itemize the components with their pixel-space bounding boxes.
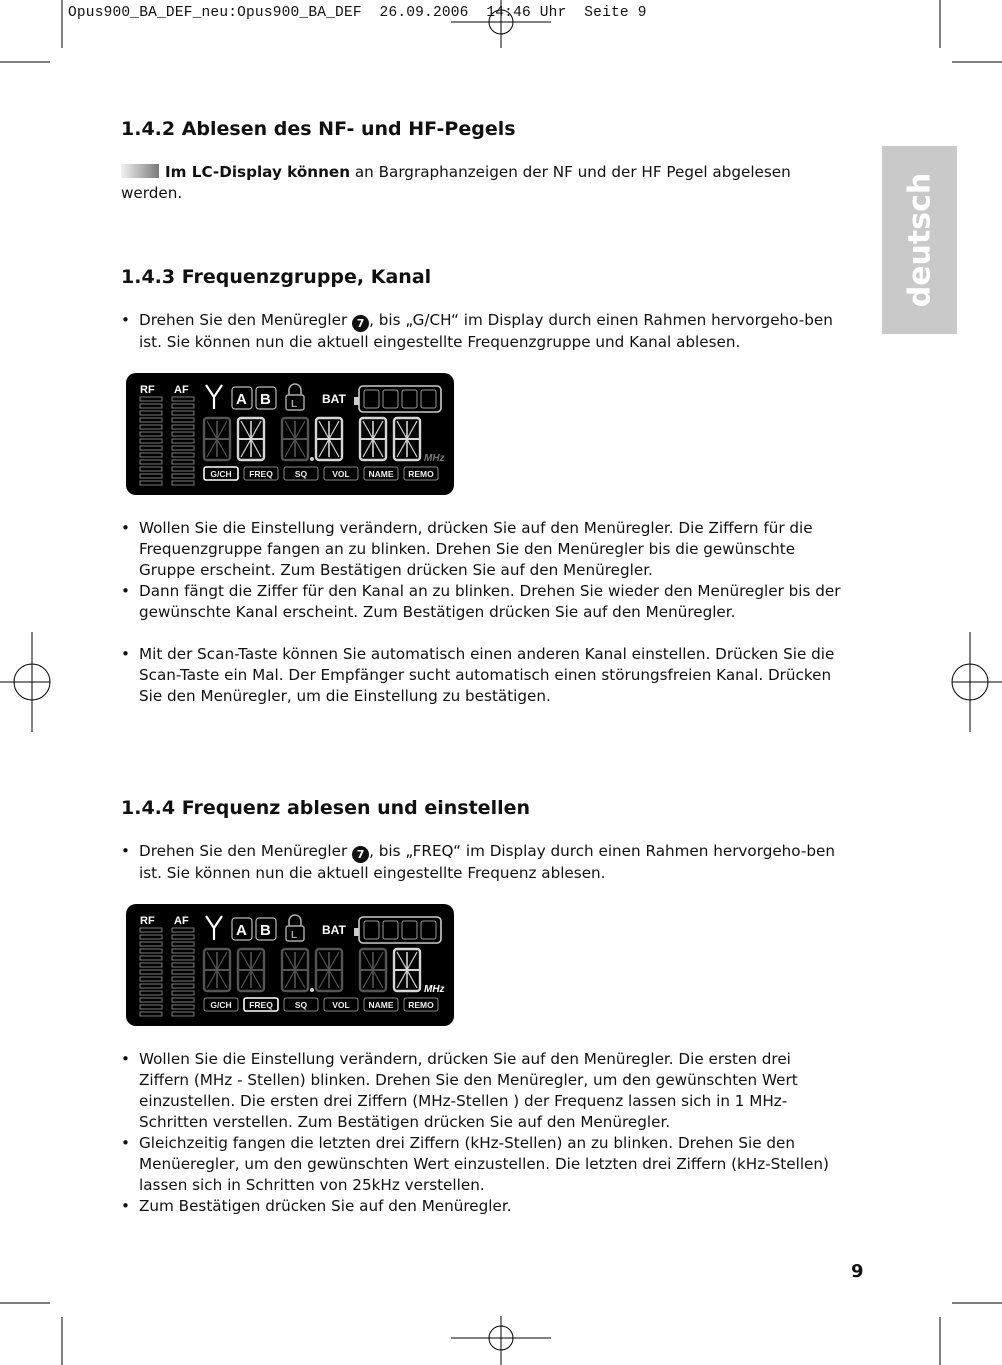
lcd-function-label: VOL xyxy=(332,1000,350,1010)
bullet-text: , bis „FREQ“ im Display durch einen Rahmen hervorgeho-ben ist. Sie können nun die aktuell eingestellte Frequenz ablesen. xyxy=(139,842,835,882)
print-slug-header: Opus900_BA_DEF_neu:Opus900_BA_DEF 26.09.2006 14:46 Uhr Seite 9 xyxy=(68,5,647,21)
lcd-function-label: G/CH xyxy=(210,1000,232,1010)
section-142-intro xyxy=(121,162,841,204)
language-side-tab xyxy=(882,146,957,334)
lcd-display-gch xyxy=(126,373,454,495)
section-143-title: 1.4.3 Frequenzgruppe, Kanal xyxy=(121,266,432,288)
bullet-text: Drehen Sie den Menüregler xyxy=(139,311,353,329)
section-142-intro-rest: an Bargraphanzeigen der NF und der HF Pegel abgelesen werden. xyxy=(121,163,791,202)
mhz-label: MHz xyxy=(424,453,445,464)
bullet-text: Gleichzeitig fangen die letzten drei Ziffern (kHz-Stellen) an zu blinken. Drehen Sie den Menüeregler, um den gewünschten Wert einzustellen. Die letzten drei Ziffern (kHz-Stellen) lassen sich in Schritten von 25kHz verstellen. xyxy=(139,1134,829,1194)
list-item: • Wollen Sie die Einstellung verändern, drücken Sie auf den Menüregler. Die ersten drei Ziffern (MHz - Stellen) blinken. Drehen Sie den Menüregler, um den gewünschten Wert einzustellen. Die ersten drei Ziffern (MHz-Stellen ) der Frequenz lassen sich in 1 MHz-Schritten verstellen. Zum Bestätigen drücken Sie auf den Menüregler. xyxy=(121,1049,845,1133)
lcd-function-label: VOL xyxy=(332,469,350,479)
lcd-function-label: NAME xyxy=(368,1000,394,1010)
lcd-function-label: G/CH xyxy=(210,469,232,479)
decimal-point xyxy=(310,457,314,461)
bullet-text: Drehen Sie den Menüregler xyxy=(139,842,353,860)
diversity-b-label: B xyxy=(260,922,271,939)
list-item: • Gleichzeitig fangen die letzten drei Ziffern (kHz-Stellen) an zu blinken. Drehen Sie den Menüeregler, um den gewünschten Wert einzustellen. Die letzten drei Ziffern (kHz-Stellen) lassen sich in Schritten von 25kHz verstellen. xyxy=(121,1133,845,1196)
lcd-af-label: AF xyxy=(174,384,189,396)
page-number: 9 xyxy=(851,1261,864,1282)
lock-icon-letter: L xyxy=(291,930,298,941)
bullet-text: Mit der Scan-Taste können Sie automatisch einen anderen Kanal einstellen. Drücken Sie die Scan-Taste ein Mal. Der Empfänger sucht automatisch einen störungsfreien Kanal. Drücken Sie den Menüregler, um die Einstellung zu bestätigen. xyxy=(139,645,835,705)
language-tab-label: deutsch xyxy=(902,172,937,308)
battery-label: BAT xyxy=(322,392,346,406)
lcd-function-label: FREQ xyxy=(249,1000,273,1010)
lcd-function-label: SQ xyxy=(294,469,308,479)
control-number-7-icon: 7 xyxy=(352,846,369,863)
diversity-b-label: B xyxy=(260,391,271,408)
lcd-function-label: REMO xyxy=(408,469,434,479)
lcd-function-label: NAME xyxy=(368,469,394,479)
list-item: • Zum Bestätigen drücken Sie auf den Menüregler. xyxy=(121,1196,845,1217)
bullet-text: Wollen Sie die Einstellung verändern, drücken Sie auf den Menüregler. Die Ziffern für die Frequenzgruppe fangen an zu blinken. Drehen Sie den Menüregler bis die gewünschte Gruppe erscheint. Zum Bestätigen drücken Sie auf den Menüregler. xyxy=(139,519,813,579)
lcd-display-freq xyxy=(126,904,454,1026)
bullet-text: Wollen Sie die Einstellung verändern, drücken Sie auf den Menüregler. Die ersten drei Ziffern (MHz - Stellen) blinken. Drehen Sie den Menüregler, um den gewünschten Wert einzustellen. Die ersten drei Ziffern (MHz-Stellen ) der Frequenz lassen sich in 1 MHz-Schritten verstellen. Zum Bestätigen drücken Sie auf den Menüregler. xyxy=(139,1050,798,1131)
lcd-function-label: SQ xyxy=(294,1000,308,1010)
decimal-point xyxy=(310,988,314,992)
lock-icon-letter: L xyxy=(291,399,298,410)
diversity-a-label: A xyxy=(236,391,247,408)
mhz-label: MHz xyxy=(424,984,445,995)
section-144-title: 1.4.4 Frequenz ablesen und einstellen xyxy=(121,797,531,819)
bullet-text: Dann fängt die Ziffer für den Kanal an zu blinken. Drehen Sie wieder den Menüregler bis der gewünschte Kanal erscheint. Zum Bestätigen drücken Sie auf den Menüregler. xyxy=(139,582,841,621)
lcd-rf-label: RF xyxy=(140,915,155,927)
diversity-a-label: A xyxy=(236,922,247,939)
lcd-af-label: AF xyxy=(174,915,189,927)
list-item: • Dann fängt die Ziffer für den Kanal an zu blinken. Drehen Sie wieder den Menüregler bis der gewünschte Kanal erscheint. Zum Bestätigen drücken Sie auf den Menüregler. xyxy=(121,581,845,623)
control-number-7-icon: 7 xyxy=(352,315,369,332)
bullet-text: , bis „G/CH“ im Display durch einen Rahmen hervorgeho-ben ist. Sie können nun die aktuell eingestellte Frequenzgruppe und Kanal ablesen. xyxy=(139,311,833,351)
list-item: • Drehen Sie den Menüregler 7 , bis „G/CH“ im Display durch einen Rahmen hervorgeho-ben ist. Sie können nun die aktuell eingestellte Frequenzgruppe und Kanal ablesen. xyxy=(121,311,833,351)
bullet-text: Zum Bestätigen drücken Sie auf den Menüregler. xyxy=(139,1197,512,1215)
section-142-title: 1.4.2 Ablesen des NF- und HF-Pegels xyxy=(121,118,516,140)
list-item: • Drehen Sie den Menüregler 7 , bis „FREQ“ im Display durch einen Rahmen hervorgeho-ben ist. Sie können nun die aktuell eingestellte Frequenz ablesen. xyxy=(121,842,835,882)
list-item: • Mit der Scan-Taste können Sie automatisch einen anderen Kanal einstellen. Drücken Sie die Scan-Taste ein Mal. Der Empfänger sucht automatisch einen störungsfreien Kanal. Drücken Sie den Menüregler, um die Einstellung zu bestätigen. xyxy=(121,644,845,707)
lcd-function-label: FREQ xyxy=(249,469,273,479)
battery-label: BAT xyxy=(322,923,346,937)
lcd-function-label: REMO xyxy=(408,1000,434,1010)
list-item: • Wollen Sie die Einstellung verändern, drücken Sie auf den Menüregler. Die Ziffern für die Frequenzgruppe fangen an zu blinken. Drehen Sie den Menüregler bis die gewünschte Gruppe erscheint. Zum Bestätigen drücken Sie auf den Menüregler. xyxy=(121,518,845,581)
section-142-intro-bold: Im LC-Display können xyxy=(165,163,351,181)
lcd-rf-label: RF xyxy=(140,384,155,396)
gradient-bar-icon xyxy=(121,164,159,178)
